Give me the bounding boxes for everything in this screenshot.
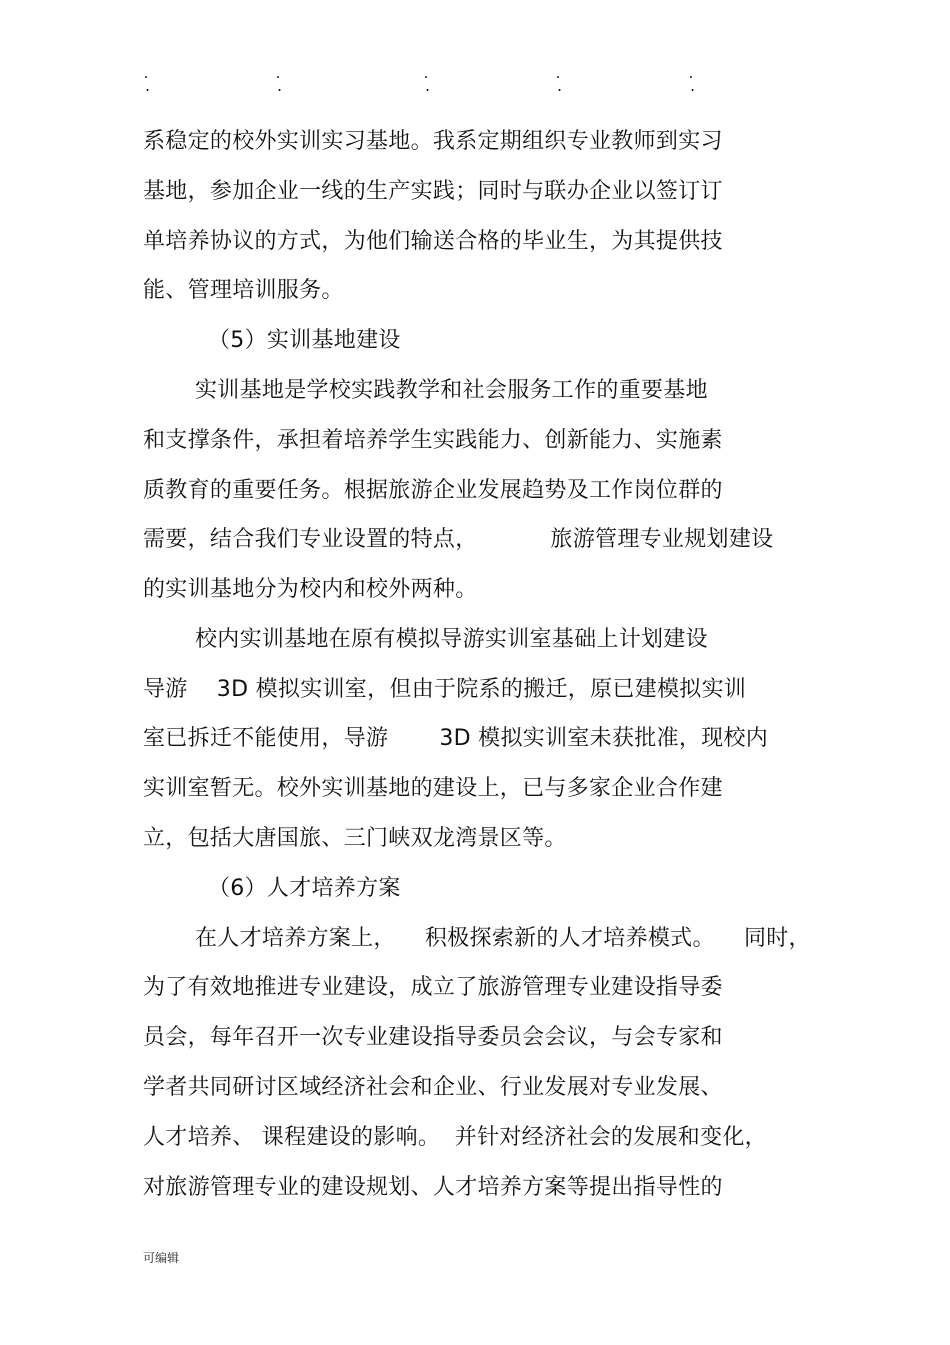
body-line: 质教育的重要任务。根据旅游企业发展趋势及工作岗位群的 bbox=[143, 478, 723, 503]
body-line: 员会，每年召开一次专业建设指导委员会会议，与会专家和 bbox=[143, 1025, 723, 1050]
section-heading: （6）人才培养方案 bbox=[208, 876, 401, 901]
section-heading: （5）实训基地建设 bbox=[208, 328, 401, 353]
body-line: 对旅游管理专业的建设规划、人才培养方案等提出指导性的 bbox=[143, 1175, 723, 1200]
body-line: 为了有效地推进专业建设，成立了旅游管理专业建设指导委 bbox=[143, 975, 723, 1000]
body-line: 的实训基地分为校内和校外两种。 bbox=[143, 577, 478, 602]
body-line: 实训基地是学校实践教学和社会服务工作的重要基地 bbox=[195, 378, 708, 403]
body-line: 导游 3D 模拟实训室，但由于院系的搬迁，原已建模拟实训 bbox=[143, 677, 747, 702]
body-line: 和支撑条件，承担着培养学生实践能力、创新能力、实施素 bbox=[143, 428, 723, 453]
header-dot: . bbox=[145, 76, 151, 95]
body-line: 立，包括大唐国旅、三门峡双龙湾景区等。 bbox=[143, 826, 567, 851]
body-line: 基地，参加企业一线的生产实践；同时与联办企业以签订订 bbox=[143, 179, 723, 204]
header-dot: . bbox=[277, 76, 283, 95]
body-line: 能、管理培训服务。 bbox=[143, 278, 344, 303]
body-line: 在人才培养方案上， 积极探索新的人才培养模式。 同时， bbox=[195, 926, 811, 951]
footer-note: 可编辑 bbox=[143, 1251, 180, 1265]
body-line: 室已拆迁不能使用，导游 3D 模拟实训室未获批准，现校内 bbox=[143, 726, 769, 751]
body-line: 校内实训基地在原有模拟导游实训室基础上计划建设 bbox=[195, 627, 708, 652]
body-line: 系稳定的校外实训实习基地。我系定期组织专业教师到实习 bbox=[143, 129, 723, 154]
body-line: 实训室暂无。校外实训基地的建设上，已与多家企业合作建 bbox=[143, 776, 723, 801]
header-dot: . bbox=[557, 76, 563, 95]
body-line: 单培养协议的方式，为他们输送合格的毕业生，为其提供技 bbox=[143, 229, 723, 254]
header-dot: . bbox=[690, 76, 696, 95]
body-line: 人才培养、 课程建设的影响。 并针对经济社会的发展和变化， bbox=[143, 1125, 767, 1150]
body-line: 需要，结合我们专业设置的特点， 旅游管理专业规划建设 bbox=[143, 527, 774, 552]
header-dot: . bbox=[425, 76, 431, 95]
body-line: 学者共同研讨区域经济社会和企业、行业发展对专业发展、 bbox=[143, 1075, 723, 1100]
